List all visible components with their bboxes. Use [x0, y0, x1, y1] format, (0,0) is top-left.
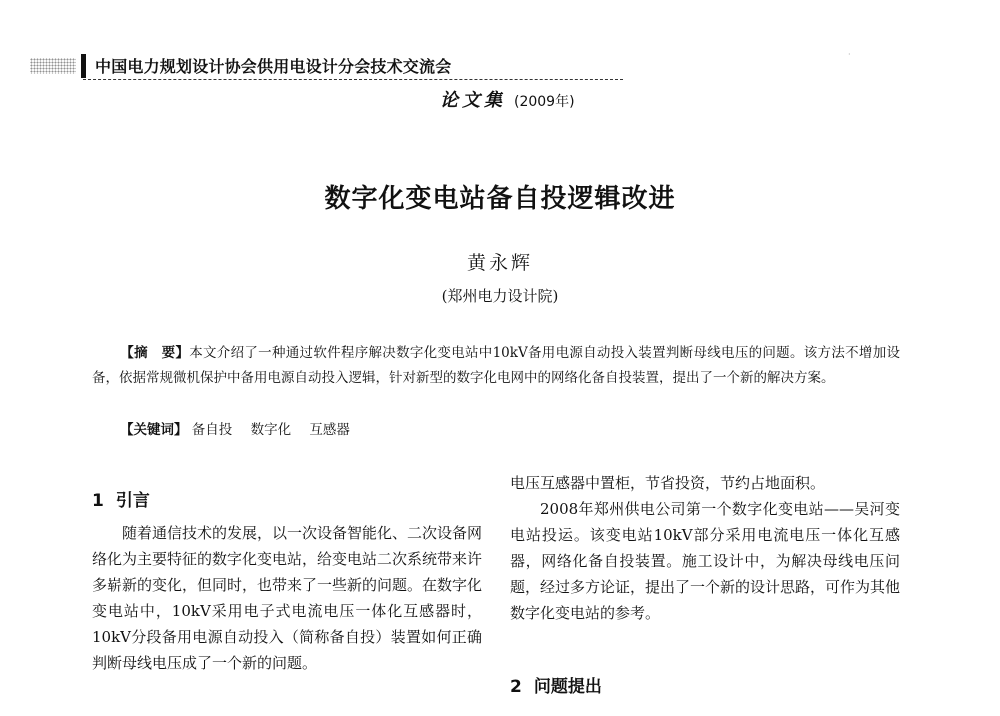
- proceedings-label: 论文集: [440, 90, 506, 111]
- right-paragraph: 2008年郑州供电公司第一个数字化变电站——吴河变电站投运。该变电站10kV部分采用电流电压一体化互感器，网络化备自投装置。施工设计中，为解决母线电压问题，经过多方论证，提出了一个新的设计思路，可作为其他数字化变电站的参考。: [510, 500, 901, 622]
- keyword: 数字化: [250, 422, 292, 438]
- author-affiliation: (郑州电力设计院): [441, 287, 559, 305]
- keyword: 备自投: [191, 422, 233, 438]
- section-title: 问题提出: [533, 677, 602, 697]
- author-name: 黄永辉: [466, 252, 533, 274]
- section-title: 引言: [115, 491, 150, 511]
- section-heading: [92, 486, 150, 511]
- abstract-label: 【摘 要】: [120, 345, 190, 361]
- continued-text: 电压互感器中置柜，节省投资，节约占地面积。: [510, 474, 826, 492]
- abstract: [92, 341, 900, 391]
- section-heading: [510, 672, 602, 697]
- header-bar: [81, 54, 86, 78]
- header-divider: [83, 79, 623, 80]
- intro-paragraph: 随着通信技术的发展，以一次设备智能化、二次设备网络化为主要特征的数字化变电站，给变电站二次系统带来许多崭新的变化，但同时，也带来了一些新的问题。在数字化变电站中，10kV采用电子式电流电压一体化互感器时，10kV分段备用电源自动投入（简称备自投）装置如何正确判断母线电压成了一个新的问题。: [92, 524, 483, 672]
- header-subtitle: [440, 86, 575, 112]
- section-number: 2: [510, 677, 522, 697]
- keyword: 互感器: [309, 422, 350, 438]
- header-dot-pattern: [30, 58, 76, 74]
- section-number: 1: [92, 491, 104, 511]
- keywords-label: 【关键词】: [120, 422, 188, 438]
- paper-title: 数字化变电站备自投逻辑改进: [324, 184, 676, 214]
- keywords: [120, 418, 364, 438]
- corner-mark: ·: [848, 50, 851, 59]
- proceedings-year: (2009年): [514, 94, 575, 110]
- conference-title: 中国电力规划设计协会供用电设计分会技术交流会: [95, 57, 452, 76]
- abstract-text: 本文介绍了一种通过软件程序解决数字化变电站中10kV备用电源自动投入装置判断母线电压的问题。该方法不增加设备，依据常规微机保护中备用电源自动投入逻辑，针对新型的数字化电网中的网络化备自投装置，提出了一个新的解决方案。: [92, 345, 900, 386]
